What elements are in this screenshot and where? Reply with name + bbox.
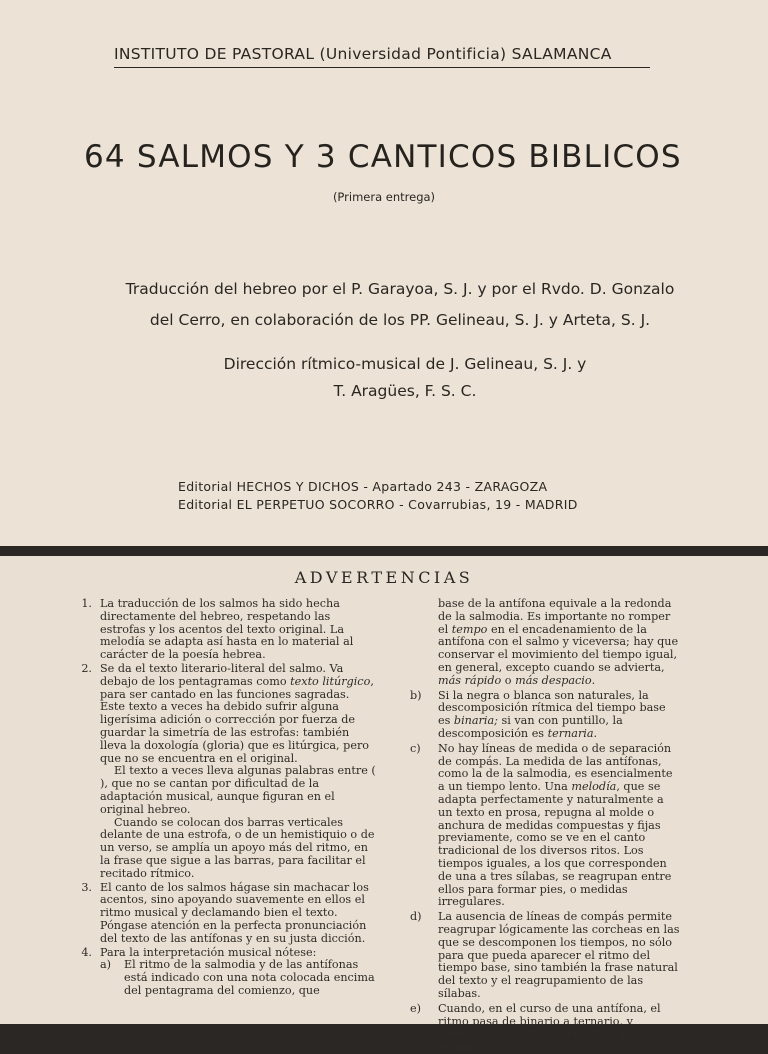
- book-subtitle: (Primera entrega): [332, 190, 436, 204]
- sub-item-letter: a): [100, 958, 112, 972]
- sub-item-a-continued: base de la antífona equivale a la redonda de la salmodia. Es importante no romper el tempo en el encadenamiento de la antífona con el salmo y viceversa; hay que conservar el movimiento del tiempo igual, en general, excepto cuando se advierta, más rápido o más despacio.: [438, 597, 679, 687]
- sub-item-b: [410, 690, 680, 741]
- item-number: 1.: [81, 597, 92, 610]
- sub-item-text: Si la negra o blanca son naturales, la descomposición rítmica del tiempo base es binaria; si van con puntillo, la descomposición es ternaria.: [438, 688, 666, 740]
- notice-item-3: [72, 882, 376, 946]
- institute-header: INSTITUTO DE PASTORAL (Universidad Pontificia) SALAMANCA: [114, 45, 612, 63]
- header-underline: [114, 67, 650, 68]
- sub-item-letter: e): [410, 1001, 421, 1015]
- translation-credit-line-2: del Cerro, en colaboración de los PP. Gelineau, S. J. y Arteta, S. J.: [149, 311, 651, 329]
- sub-item-text: Cuando, en el curso de una antífona, el ritmo pasa de binario a ternario, y viceversa, el cambio viene indicado encima: [438, 1001, 661, 1054]
- sub-item-text: No hay líneas de medida o de separación de compás. La medida de las antífonas, como la de la salmodia, es esencialmente a un tiempo lento. Una melodía, que se adapta perfectamente y naturalmente a un texto en prosa, repugna al molde o anchura de medidas compuestas y fijas previamente, como se ve en el canto tradicional de los diversos ritos. Los tiempos iguales, a los que corresponden de una a tres sílabas, se reagrupan entre ellos para formar pies, o medidas irregulares.: [438, 741, 673, 909]
- publisher-line-2: Editorial EL PERPETUO SOCORRO - Covarrubias, 19 - MADRID: [178, 497, 578, 512]
- notice-item-1: [72, 598, 376, 662]
- item-text: Para la interpretación musical nótese:: [100, 945, 317, 959]
- notice-left-column: [72, 598, 376, 999]
- book-title: 64 SALMOS Y 3 CANTICOS BIBLICOS: [84, 139, 682, 175]
- item-text: La traducción de los salmos ha sido hecha directamente del hebreo, respetando las estrofas y los acentos del texto original. La melodía se adapta así hasta en lo material al carácter de la poesía hebrea.: [100, 597, 354, 662]
- item-paragraph: Cuando se colocan dos barras verticales delante de una estrofa, o de un hemistiquio o de un verso, se amplía un apoyo más del ritmo, en la frase que sigue a las barras, para facilitar el recitado rítmico.: [100, 815, 375, 880]
- publisher-line-1: Editorial HECHOS Y DICHOS - Apartado 243 - ZARAGOZA: [178, 479, 548, 494]
- sub-item-text: El ritmo de la salmodia y de las antífonas está indicado con una nota colocada encima del pentagrama del comienzo, que: [124, 958, 375, 997]
- item-number: 4.: [81, 945, 92, 959]
- item-number: 2.: [81, 661, 92, 675]
- direction-credit-line-2: T. Aragües, F. S. C.: [333, 382, 477, 400]
- notice-right-column: [410, 598, 680, 1054]
- sub-item-c: [410, 743, 680, 909]
- sub-item-text: La ausencia de líneas de compás permite reagrupar lógicamente las corcheas en las que se descomponen los tiempos, no sólo para que pueda aparecer el ritmo del tiempo base, sino también la frase natural del texto y el reagrupamiento de las sílabas.: [438, 910, 680, 1000]
- item-text: El canto de los salmos hágase sin machacar los acentos, sino apoyando suavemente en ellos el ritmo musical y declamando bien el texto. Póngase atención en la perfecta pronunciación del texto de las antífonas y en su justa dicción.: [100, 880, 369, 945]
- sub-item-e: [410, 1003, 680, 1054]
- sub-item-letter: d): [410, 910, 422, 924]
- item-number: 3.: [81, 880, 92, 894]
- notice-item-4: [72, 947, 376, 998]
- item-text: Se da el texto literario-literal del salmo. Va debajo de los pentagramas como texto litúrgico, para ser cantado en las funciones sagradas. Este texto a veces ha debido sufrir alguna ligerísima adición o corrección por fuerza de guardar la simetría de las estrofas: también lleva la doxología (gloria) que es litúrgica, pero que no se encuentra en el original.: [100, 661, 374, 765]
- sub-item-a: [100, 959, 376, 997]
- item-paragraph: El texto a veces lleva algunas palabras entre ( ), que no se cantan por dificultad de la adaptación musical, aunque figuran en el original hebreo.: [100, 764, 376, 816]
- notice-item-2: [72, 663, 376, 881]
- sub-item-letter: b): [410, 688, 422, 702]
- sub-item-d: [410, 911, 680, 1001]
- direction-credit-line-1: Dirección rítmico-musical de J. Gelineau, S. J. y: [223, 355, 587, 373]
- translation-credit-line-1: Traducción del hebreo por el P. Garayoa, S. J. y por el Rvdo. D. Gonzalo: [125, 280, 675, 298]
- notice-page: [0, 556, 768, 1054]
- notice-title: ADVERTENCIAS: [294, 568, 474, 587]
- sub-item-letter: c): [410, 741, 421, 755]
